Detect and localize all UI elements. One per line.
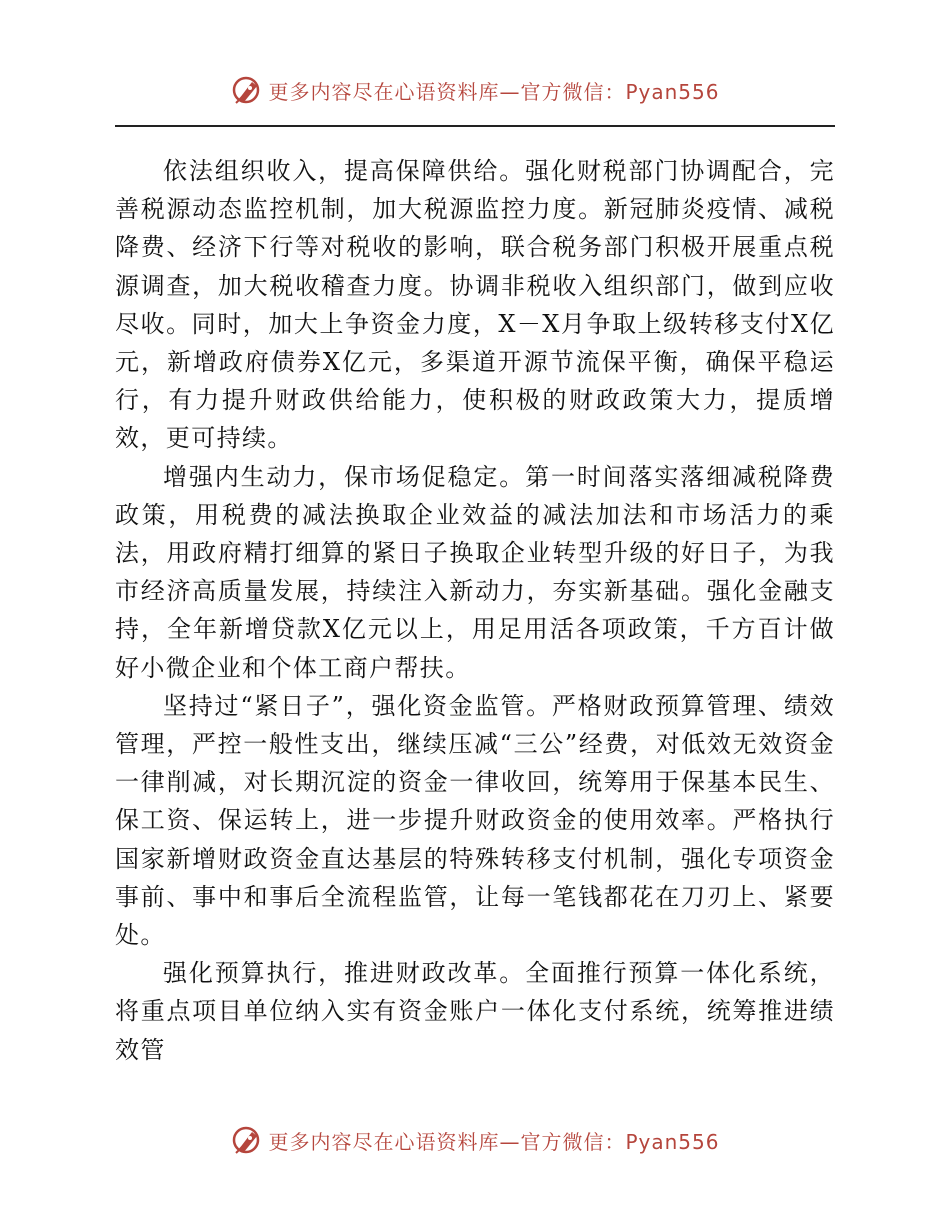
header-banner-text: 更多内容尽在心语资料库—官方微信：Pyan556	[268, 79, 720, 104]
header-divider	[115, 125, 835, 127]
footer-banner-text: 更多内容尽在心语资料库—官方微信：Pyan556	[268, 1129, 720, 1154]
paragraph-3: 坚持过“紧日子”，强化资金监管。严格财政预算管理、绩效管理，严控一般性支出，继续压减“三公”经费，对低效无效资金一律削减，对长期沉淀的资金一律收回，统筹用于保基本民生、保工资、保运转上，进一步提升财政资金的使用效率。严格执行国家新增财政资金直达基层的特殊转移支付机制，强化专项资金事前、事中和事后全流程监管，让每一笔钱都花在刀刃上、紧要处。	[115, 691, 835, 950]
pen-nib-logo-icon	[230, 73, 264, 107]
paragraph-2: 增强内生动力，保市场促稳定。第一时间落实落细减税降费政策，用税费的减法换取企业效益的减法加法和市场活力的乘法，用政府精打细算的紧日子换取企业转型升级的好日子，为我市经济高质量发展，持续注入新动力，夯实新基础。强化金融支持，全年新增贷款X亿元以上，用足用活各项政策，千方百计做好小微企业和个体工商户帮扶。	[115, 462, 835, 682]
paragraph-1: 依法组织收入，提高保障供给。强化财税部门协调配合，完善税源动态监控机制，加大税源监控力度。新冠肺炎疫情、减税降费、经济下行等对税收的影响，联合税务部门积极开展重点税源调查，加大税收稽查力度。协调非税收入组织部门，做到应收尽收。同时，加大上争资金力度，X－X月争取上级转移支付X亿元，新增政府债券X亿元，多渠道开源节流保平衡，确保平稳运行，有力提升财政供给能力，使积极的财政政策大力，提质增效，更可持续。	[115, 157, 835, 453]
header-banner	[0, 70, 950, 110]
paragraph-4: 强化预算执行，推进财政改革。全面推行预算一体化系统，将重点项目单位纳入实有资金账户一体化支付系统，统筹推进绩效管	[115, 959, 835, 1064]
footer-banner	[0, 1120, 950, 1160]
pen-nib-logo-icon	[230, 1123, 264, 1157]
document-body	[115, 152, 835, 1069]
